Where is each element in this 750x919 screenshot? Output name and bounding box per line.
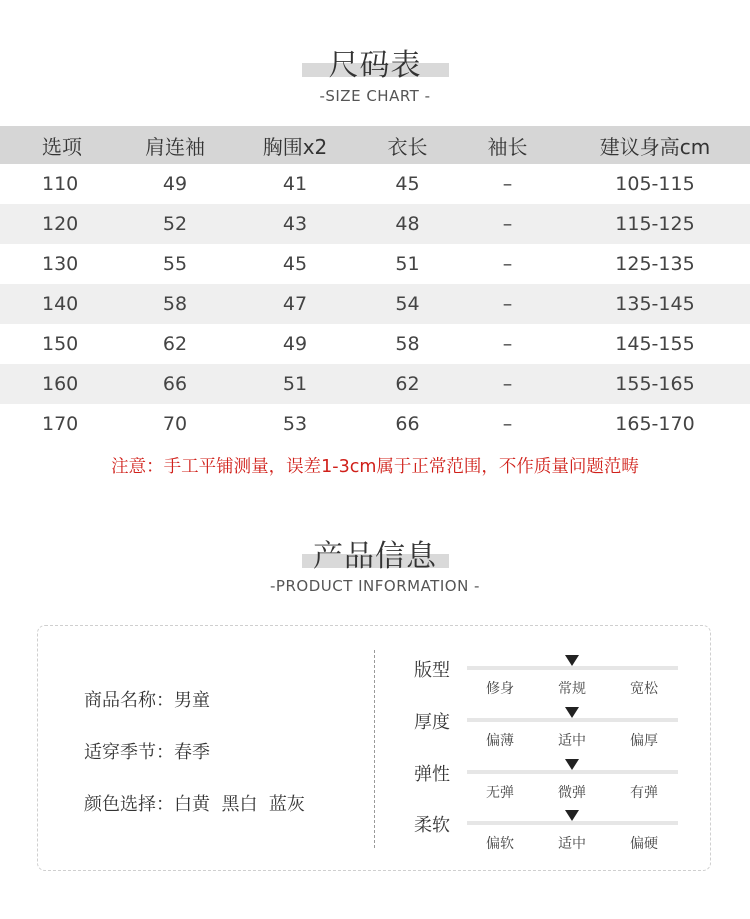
attribute-option: 偏软 (486, 836, 514, 852)
info-divider (374, 650, 375, 848)
table-cell: 140 (0, 284, 120, 324)
attribute-marker (565, 759, 579, 770)
table-cell: 115-125 (560, 204, 750, 244)
table-row (0, 324, 750, 364)
attribute-option: 修身 (486, 681, 514, 697)
table-cell: – (455, 364, 560, 404)
attribute-marker (565, 707, 579, 718)
table-cell: 62 (360, 364, 455, 404)
table-cell: 49 (282, 333, 308, 355)
table-cell: – (455, 204, 560, 244)
header-length: 衣长 (360, 126, 455, 164)
attribute-label: 版型 (414, 660, 450, 681)
table-cell: 41 (282, 173, 308, 195)
table-cell: 66 (120, 364, 230, 404)
table-cell: 54 (360, 284, 455, 324)
header-sleeve: 袖长 (455, 126, 560, 164)
product-info-subtitle: -PRODUCT INFORMATION - (270, 577, 480, 595)
size-table (0, 126, 750, 444)
size-chart-subtitle: -SIZE CHART - (319, 87, 431, 105)
attribute-label: 弹性 (414, 764, 450, 785)
table-cell: – (502, 413, 513, 435)
attribute-track (467, 770, 678, 774)
attribute-label: 厚度 (414, 712, 450, 733)
attribute-option: 适中 (558, 733, 586, 749)
attribute-marker (565, 810, 579, 821)
table-row (0, 364, 750, 404)
size-note: 注意：手工平铺测量，误差1-3cm属于正常范围，不作质量问题范畴 (111, 457, 639, 477)
detail-name: 商品名称：男童 (84, 690, 210, 711)
table-cell: 62 (162, 333, 188, 355)
table-cell: 51 (230, 364, 360, 404)
attribute-option: 偏硬 (630, 836, 658, 852)
table-cell: – (502, 333, 513, 355)
table-cell: 145-155 (615, 333, 695, 355)
table-cell: 58 (395, 333, 420, 355)
table-cell: 43 (230, 204, 360, 244)
header-chest: 胸围x2 (230, 126, 360, 164)
table-cell: 45 (282, 253, 308, 275)
table-row (0, 204, 750, 244)
table-cell: 49 (162, 173, 188, 195)
table-cell: 165-170 (615, 413, 695, 435)
table-row (0, 284, 750, 324)
table-cell: 150 (42, 333, 79, 355)
header-shoulder-sleeve: 肩连袖 (120, 126, 230, 164)
table-cell: – (502, 253, 513, 275)
attribute-marker (565, 655, 579, 666)
product-info-title: 产品信息 (313, 539, 437, 574)
attribute-track (467, 821, 678, 825)
table-cell: 130 (42, 253, 79, 275)
table-cell: 160 (0, 364, 120, 404)
attribute-label: 柔软 (414, 815, 450, 836)
table-cell: 105-115 (615, 173, 695, 195)
table-cell: 66 (395, 413, 420, 435)
table-cell: 45 (395, 173, 420, 195)
table-row (0, 164, 750, 204)
attribute-option: 偏薄 (486, 733, 514, 749)
attribute-option: 常规 (558, 681, 586, 697)
size-chart-title: 尺码表 (328, 48, 422, 83)
table-cell: – (502, 173, 513, 195)
attribute-option: 微弹 (558, 785, 586, 801)
table-cell: 52 (120, 204, 230, 244)
table-cell: 170 (42, 413, 79, 435)
table-cell: 155-165 (560, 364, 750, 404)
table-cell: 135-145 (560, 284, 750, 324)
table-cell: 51 (395, 253, 420, 275)
table-row (0, 244, 750, 284)
attribute-track (467, 666, 678, 670)
table-cell: 53 (282, 413, 308, 435)
attribute-track (467, 718, 678, 722)
table-cell: 47 (230, 284, 360, 324)
attribute-option: 宽松 (630, 681, 658, 697)
attribute-option: 偏厚 (630, 733, 658, 749)
attribute-option: 有弹 (630, 785, 658, 801)
detail-season: 适穿季节：春季 (84, 742, 210, 763)
table-cell: 70 (162, 413, 188, 435)
header-height: 建议身高cm (560, 126, 750, 164)
table-cell: 120 (0, 204, 120, 244)
table-header-row (0, 126, 750, 164)
attribute-option: 适中 (558, 836, 586, 852)
table-cell: 48 (360, 204, 455, 244)
table-row (0, 404, 750, 444)
attribute-option: 无弹 (486, 785, 514, 801)
table-cell: 125-135 (615, 253, 695, 275)
header-option: 选项 (0, 126, 120, 164)
table-cell: – (455, 284, 560, 324)
table-cell: 58 (120, 284, 230, 324)
detail-colors: 颜色选择：白黄 黑白 蓝灰 (84, 794, 305, 815)
table-cell: 110 (42, 173, 79, 195)
table-cell: 55 (162, 253, 188, 275)
